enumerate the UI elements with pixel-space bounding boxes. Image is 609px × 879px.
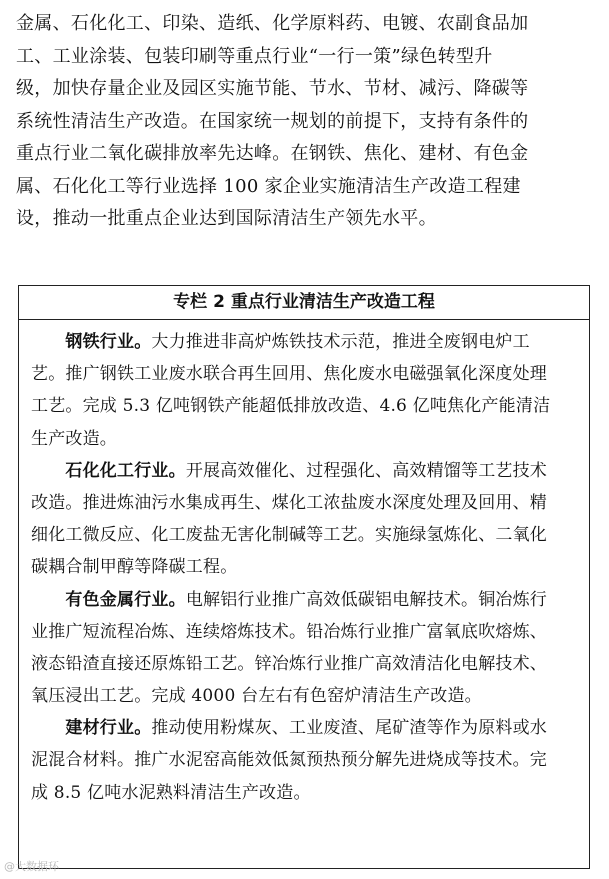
section-line: 细化工微反应、化工废盐无害化制碱等工艺。实施绿氢炼化、二氧化 <box>31 525 547 546</box>
section-line: 成 8.5 亿吨水泥熟料清洁生产改造。 <box>31 782 311 803</box>
section-nonferrous <box>31 584 583 713</box>
intro-line: 系统性清洁生产改造。在国家统一规划的前提下，支持有条件的 <box>16 110 529 132</box>
box-title: 专栏 2 重点行业清洁生产改造工程 <box>19 286 589 320</box>
section-line: 工艺。完成 5.3 亿吨钢铁产能超低排放改造、4.6 亿吨焦化产能清洁 <box>31 396 551 417</box>
watermark: @大数据环 <box>4 860 59 873</box>
section-steel <box>31 326 583 455</box>
section-line: 氧压浸出工艺。完成 4000 台左右有色窑炉清洁生产改造。 <box>31 686 482 707</box>
section-line: 生产改造。 <box>31 428 117 449</box>
section-text: 开展高效催化、过程强化、高效精馏等工艺技术 <box>185 460 548 481</box>
section-lead: 石化化工行业。 <box>65 460 186 481</box>
section-text: 电解铝行业推广高效低碳铝电解技术。铜冶炼行 <box>185 589 548 610</box>
section-first-line <box>31 455 583 487</box>
section-line: 改造。推进炼油污水集成再生、煤化工浓盐废水深度处理及回用、精 <box>31 492 547 513</box>
intro-line: 设，推动一批重点企业达到国际清洁生产领先水平。 <box>16 208 437 229</box>
intro-line: 工、工业涂装、包装印刷等重点行业“一行一策”绿色转型升 <box>16 45 493 67</box>
box-body <box>31 326 583 809</box>
section-text: 推动使用粉煤灰、工业废渣、尾矿渣等作为原料或水 <box>151 718 548 739</box>
section-building-materials <box>31 712 583 809</box>
section-first-line <box>31 584 583 616</box>
intro-line: 属、石化化工等行业选择 100 家企业实施清洁生产改造工程建 <box>16 175 521 197</box>
section-line: 艺。推广钢铁工业废水联合再生回用、焦化废水电磁强氧化深度处理 <box>31 364 547 385</box>
section-lead: 有色金属行业。 <box>65 589 186 610</box>
section-line: 液态铅渣直接还原炼铅工艺。锌冶炼行业推广高效清洁化电解技术、 <box>31 653 547 674</box>
section-line: 碳耦合制甲醇等降碳工程。 <box>31 557 238 578</box>
section-line: 业推广短流程冶炼、连续熔炼技术。铅冶炼行业推广富氧底吹熔炼、 <box>31 621 547 642</box>
intro-line: 重点行业二氧化碳排放率先达峰。在钢铁、焦化、建材、有色金 <box>16 143 529 164</box>
section-lead: 建材行业。 <box>65 718 152 739</box>
section-text: 大力推进非高炉炼铁技术示范，推进全废钢电炉工 <box>151 332 530 352</box>
section-lead: 钢铁行业。 <box>65 332 152 352</box>
intro-paragraph <box>16 8 596 236</box>
section-petrochemical <box>31 455 583 584</box>
section-line: 泥混合材料。推广水泥窑高能效低氮预热预分解先进烧成等技术。完 <box>31 750 547 771</box>
section-first-line <box>31 712 583 744</box>
section-first-line <box>31 326 583 358</box>
intro-line: 级，加快存量企业及园区实施节能、节水、节材、减污、降碳等 <box>16 78 529 99</box>
intro-line: 金属、石化化工、印染、造纸、化学原料药、电镀、农副食品加 <box>16 13 529 34</box>
sidebar-box <box>18 285 590 869</box>
